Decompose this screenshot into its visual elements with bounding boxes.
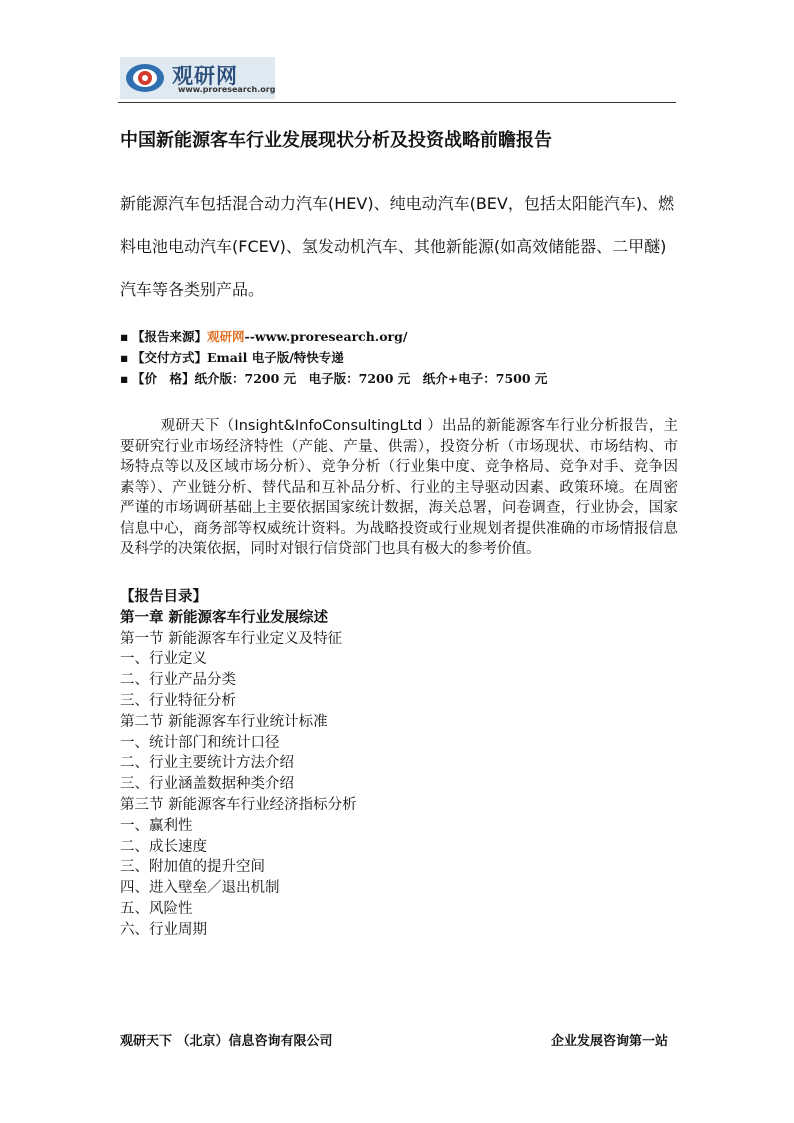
toc-item: 第一节 新能源客车行业定义及特征 [120,630,343,647]
page-header [118,52,676,103]
toc-item: 四、进入壁垒／退出机制 [120,880,280,897]
bullet-icon: ▪ [120,371,129,386]
table-of-contents [120,587,357,941]
logo [120,57,275,99]
price-text: 【价 格】纸介版：7200 元 电子版：7200 元 纸介+电子：7500 元 [132,371,548,386]
report-info-list [120,326,547,389]
bullet-icon: ▪ [120,350,129,365]
source-label: 【报告来源】 [132,329,208,344]
toc-chapter: 第一章 新能源客车行业发展综述 [120,608,329,626]
logo-url: www.proresearch.org [178,85,276,94]
footer-company: 观研天下 （北京）信息咨询有限公司 [120,1034,333,1049]
delivery-text: 【交付方式】Email 电子版/特快专递 [132,350,344,365]
logo-text: 观研网 [172,64,238,88]
description-paragraph: 观研天下（Insight&InfoConsultingLtd ）出品的新能源客车行业分析报告，主要研究行业市场经济特性（产能、产量、供需），投资分析（市场现状、市场结构、市场特点等以及区域市场分析）、竞争分析（行业集中度、竞争格局、竞争对手、竞争因素等）、产业链分析、替代品和互补品分析、行业的主导驱动因素、政策环境。在周密严谨的市场调研基础上主要依据国家统计数据，海关总署，问卷调查，行业协会，国家信息中心，商务部等权威统计资料。为战略投资或行业规划者提供准确的市场情报信息及科学的决策依据，同时对银行信贷部门也具有极大的参考价值。 [120,418,678,557]
toc-item: 一、行业定义 [120,651,207,668]
toc-item: 二、成长速度 [120,838,207,855]
info-source [120,326,547,347]
toc-item: 二、行业主要统计方法介绍 [120,755,294,772]
toc-item: 五、风险性 [120,900,193,917]
intro-paragraph: 新能源汽车包括混合动力汽车(HEV)、纯电动汽车(BEV，包括太阳能汽车)、燃料电池电动汽车(FCEV)、氢发动机汽车、其他新能源(如高效储能器、二甲醚)汽车等各类别产品。 [120,194,675,299]
logo-eye-icon [124,61,166,95]
toc-item: 一、统计部门和统计口径 [120,734,280,751]
source-url[interactable]: --www.proresearch.org/ [244,329,408,344]
toc-item: 三、行业特征分析 [120,692,236,709]
toc-item: 三、附加值的提升空间 [120,859,265,876]
toc-heading: 【报告目录】 [120,588,207,605]
toc-item: 第三节 新能源客车行业经济指标分析 [120,796,357,813]
toc-item: 六、行业周期 [120,921,207,938]
bullet-icon: ▪ [120,329,129,344]
toc-item: 三、行业涵盖数据种类介绍 [120,776,294,793]
footer-slogan: 企业发展咨询第一站 [550,1034,668,1049]
info-price [120,368,547,389]
toc-item: 第二节 新能源客车行业统计标准 [120,713,328,730]
source-site-link[interactable]: 观研网 [207,329,245,344]
toc-item: 一、赢利性 [120,817,193,834]
document-title: 中国新能源客车行业发展现状分析及投资战略前瞻报告 [120,130,552,151]
info-delivery [120,347,547,368]
toc-item: 二、行业产品分类 [120,672,236,689]
